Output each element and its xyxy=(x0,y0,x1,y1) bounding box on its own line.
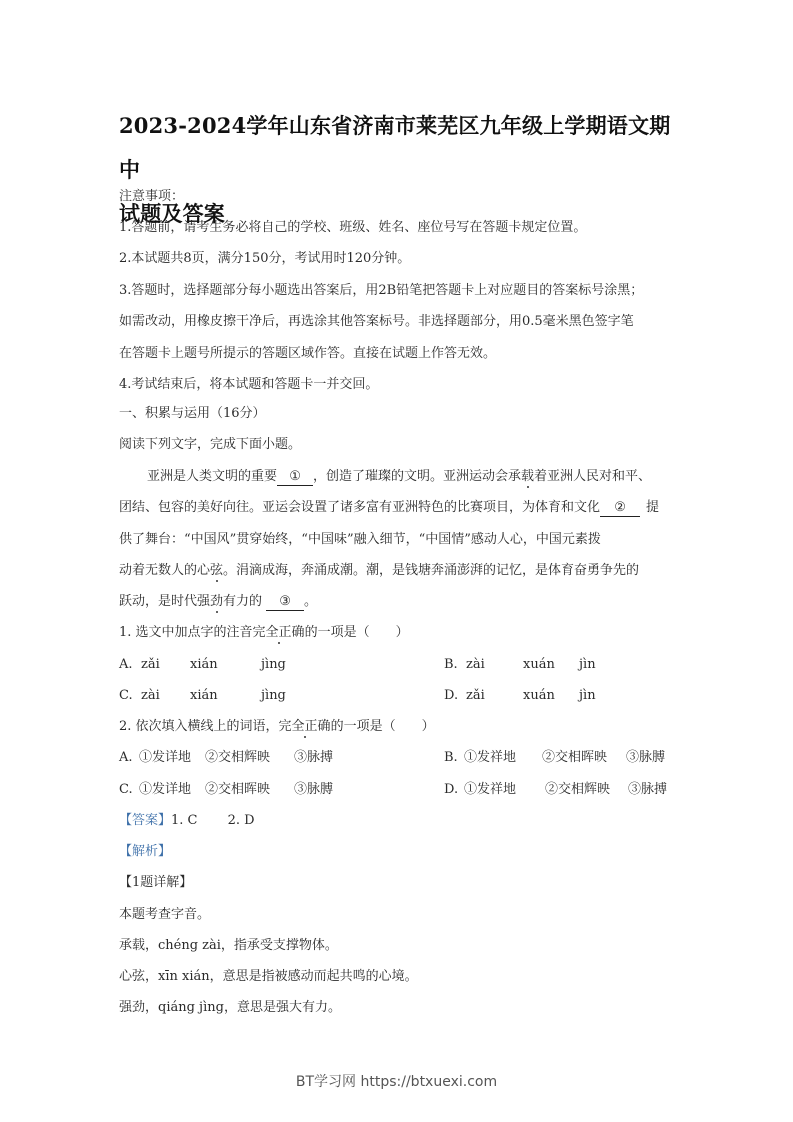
q1-option-a[interactable]: A. zǎi xián jìng xyxy=(119,657,286,672)
dotted-char: 劲 xyxy=(210,594,224,609)
q1-option-b[interactable]: B. zài xuán jìn xyxy=(444,657,596,672)
q1-option-d[interactable]: D. zǎi xuán jìn xyxy=(444,688,596,703)
analysis-subheading: 【1题详解】 xyxy=(119,875,193,890)
footer-watermark: BT学习网 https://btxuexi.com xyxy=(295,1074,498,1090)
analysis-tag-line xyxy=(119,843,171,861)
document-title xyxy=(119,104,689,236)
passage-line-4: 动着无数人的心弦。涓滴成海，奔涌成潮。潮，是钱塘奔涌澎湃的记忆，是体育奋勇争先的 xyxy=(119,563,640,578)
q2-option-c[interactable]: C. ①发详地 ②交相晖映 ③脉膊 xyxy=(119,782,334,797)
passage-line-1: 亚洲是人类文明的重要 ① ，创造了璀璨的文明。亚洲运动会承载着亚洲人民对和平、 xyxy=(147,469,652,484)
blank-2: ② xyxy=(600,500,640,517)
notice-item-3: 3.答题时，选择题部分每小题选出答案后，用2B铅笔把答题卡上对应题目的答案标号涂黑； xyxy=(119,283,644,298)
notice-item-2: 2.本试题共8页，满分150分，考试用时120分钟。 xyxy=(119,251,411,266)
blank-3: ③ xyxy=(266,594,304,611)
analysis-line-3: 心弦，xīn xián，意思是指被感动而起共鸣的心境。 xyxy=(119,969,418,984)
q2-option-b[interactable]: B. ①发祥地 ②交相晖映 ③脉膊 xyxy=(444,750,666,765)
title-line-2: 试题及答案 xyxy=(119,201,225,226)
analysis-tag: 【解析】 xyxy=(119,844,172,859)
q1-option-c[interactable]: C. zài xián jìng xyxy=(119,688,286,703)
passage-line-2: 团结、包容的美好向往。亚运会设置了诸多富有亚洲特色的比赛项目，为体育和文化 ② 提 xyxy=(119,500,660,515)
question-1-stem: 1. 选文中加点字的注音完全正确的一项是（ ） xyxy=(119,625,409,640)
question-2-stem: 2. 依次填入横线上的词语，完全正确的一项是（ ） xyxy=(119,719,435,734)
analysis-line-4: 强劲，qiáng jìng，意思是强大有力。 xyxy=(119,1000,341,1015)
dotted-emphasis: 完全正确 xyxy=(252,625,305,640)
passage-line-3: 供了舞台：“中国风”贯穿始终，“中国味”融入细节，“中国情”感动人心，中国元素拨 xyxy=(119,532,601,547)
analysis-line-1: 本题考查字音。 xyxy=(119,907,211,922)
q2-option-d[interactable]: D. ①发祥地 ②交相辉映 ③脉搏 xyxy=(444,782,668,797)
title-line-1: 2023-2024学年山东省济南市莱芜区九年级上学期语文期中 xyxy=(119,113,671,182)
answer-tag: 【答案】 xyxy=(119,813,172,828)
dotted-char: 弦 xyxy=(210,563,224,578)
notice-item-3-cont-1: 如需改动，用橡皮擦干净后，再选涂其他答案标号。非选择题部分，用0.5毫米黑色签字笔 xyxy=(119,314,634,329)
passage-line-5: 跃动，是时代强劲有力的 ③ 。 xyxy=(119,594,318,609)
notice-item-3-cont-2: 在答题卡上题号所提示的答题区域作答。直接在试题上作答无效。 xyxy=(119,346,497,361)
notice-item-1: 1.答题前，请考生务必将自己的学校、班级、姓名、座位号写在答题卡规定位置。 xyxy=(119,220,587,235)
section-heading: 一、积累与运用（16分） xyxy=(119,406,266,421)
notice-item-4: 4.考试结束后，将本试题和答题卡一并交回。 xyxy=(119,377,379,392)
answer-text: 1. C 2. D xyxy=(171,813,255,828)
dotted-char: 载 xyxy=(521,469,535,484)
q2-option-a[interactable]: A. ①发详地 ②交相辉映 ③脉搏 xyxy=(119,750,334,765)
section-instruction: 阅读下列文字，完成下面小题。 xyxy=(119,437,302,452)
answer-line xyxy=(119,812,255,830)
analysis-line-2: 承载，chéng zài，指承受支撑物体。 xyxy=(119,938,338,953)
dotted-emphasis: 完全正确 xyxy=(278,719,331,734)
notice-heading: 注意事项： xyxy=(119,189,185,204)
blank-1: ① xyxy=(277,469,313,486)
